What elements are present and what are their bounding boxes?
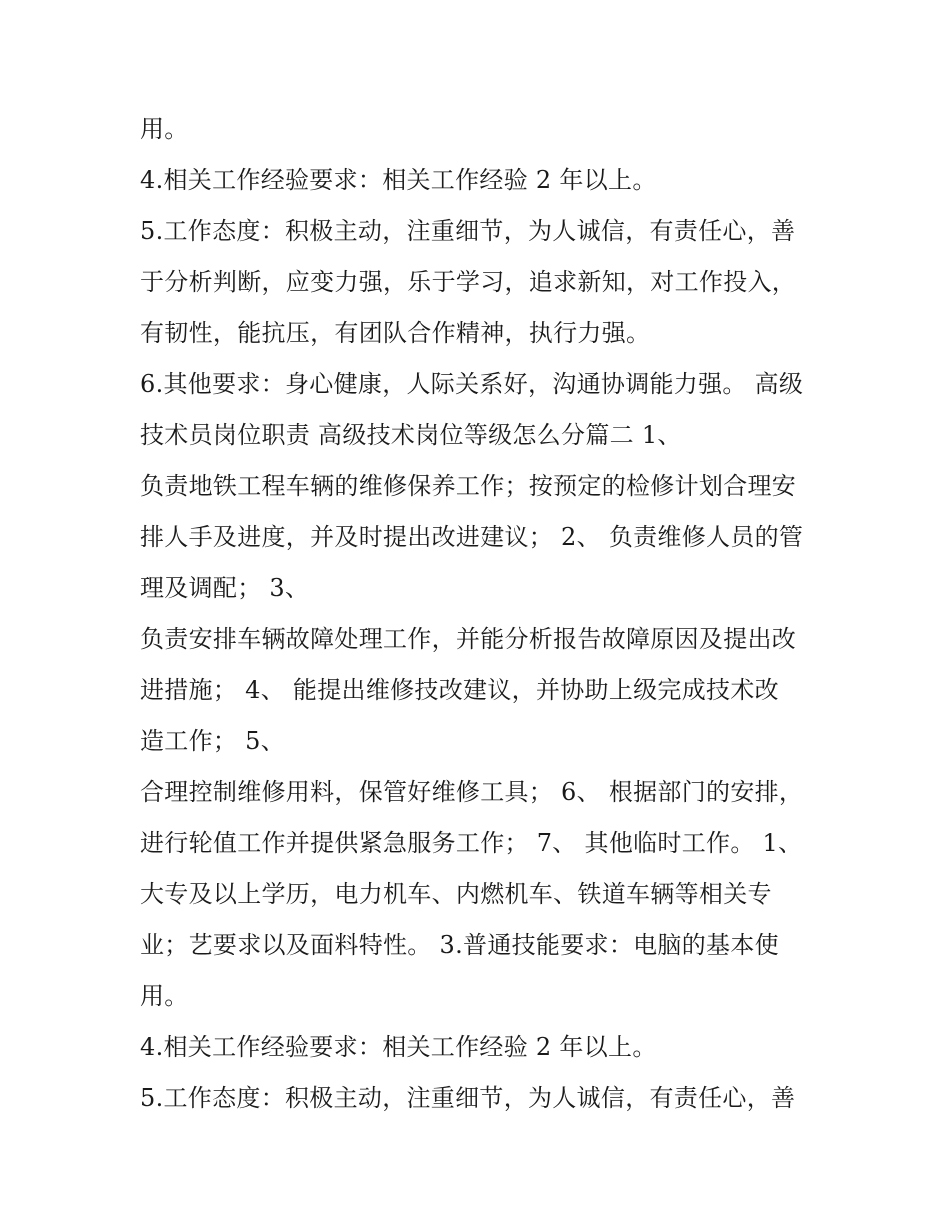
text-line: 业；艺要求以及面料特性。 3.普通技能要求：电脑的基本使 — [140, 931, 779, 959]
text-line: 负责地铁工程车辆的维修保养工作；按预定的检修计划合理安 — [140, 472, 797, 500]
text-line: 进行轮值工作并提供紧急服务工作； 7、 其他临时工作。 1、 — [140, 829, 803, 857]
text-line: 4.相关工作经验要求：相关工作经验 2 年以上。 — [140, 1033, 657, 1061]
text-line: 造工作； 5、 — [140, 727, 285, 755]
text-line: 合理控制维修用料，保管好维修工具； 6、 根据部门的安排， — [140, 778, 804, 806]
text-line: 于分析判断，应变力强，乐于学习，追求新知，对工作投入， — [140, 268, 797, 296]
text-line: 用。 — [140, 982, 189, 1010]
text-line: 理及调配； 3、 — [140, 574, 310, 602]
text-line: 5.工作态度：积极主动，注重细节，为人诚信，有责任心，善 — [140, 217, 796, 245]
text-line: 大专及以上学历，电力机车、内燃机车、铁道车辆等相关专 — [140, 880, 772, 908]
text-line: 5.工作态度：积极主动，注重细节，为人诚信，有责任心，善 — [140, 1084, 796, 1112]
text-line: 排人手及进度，并及时提出改进建议； 2、 负责维修人员的管 — [140, 523, 804, 551]
text-line: 4.相关工作经验要求：相关工作经验 2 年以上。 — [140, 166, 657, 194]
text-line: 进措施； 4、 能提出维修技改建议，并协助上级完成技术改 — [140, 676, 779, 704]
text-line: 有韧性，能抗压，有团队合作精神，执行力强。 — [140, 319, 651, 347]
text-line: 用。 — [140, 115, 189, 143]
text-line: 6.其他要求：身心健康，人际关系好，沟通协调能力强。 高级 — [140, 370, 804, 398]
text-line: 技术员岗位职责 高级技术岗位等级怎么分篇二 1、 — [140, 421, 682, 449]
text-line: 负责安排车辆故障处理工作，并能分析报告故障原因及提出改 — [140, 625, 797, 653]
